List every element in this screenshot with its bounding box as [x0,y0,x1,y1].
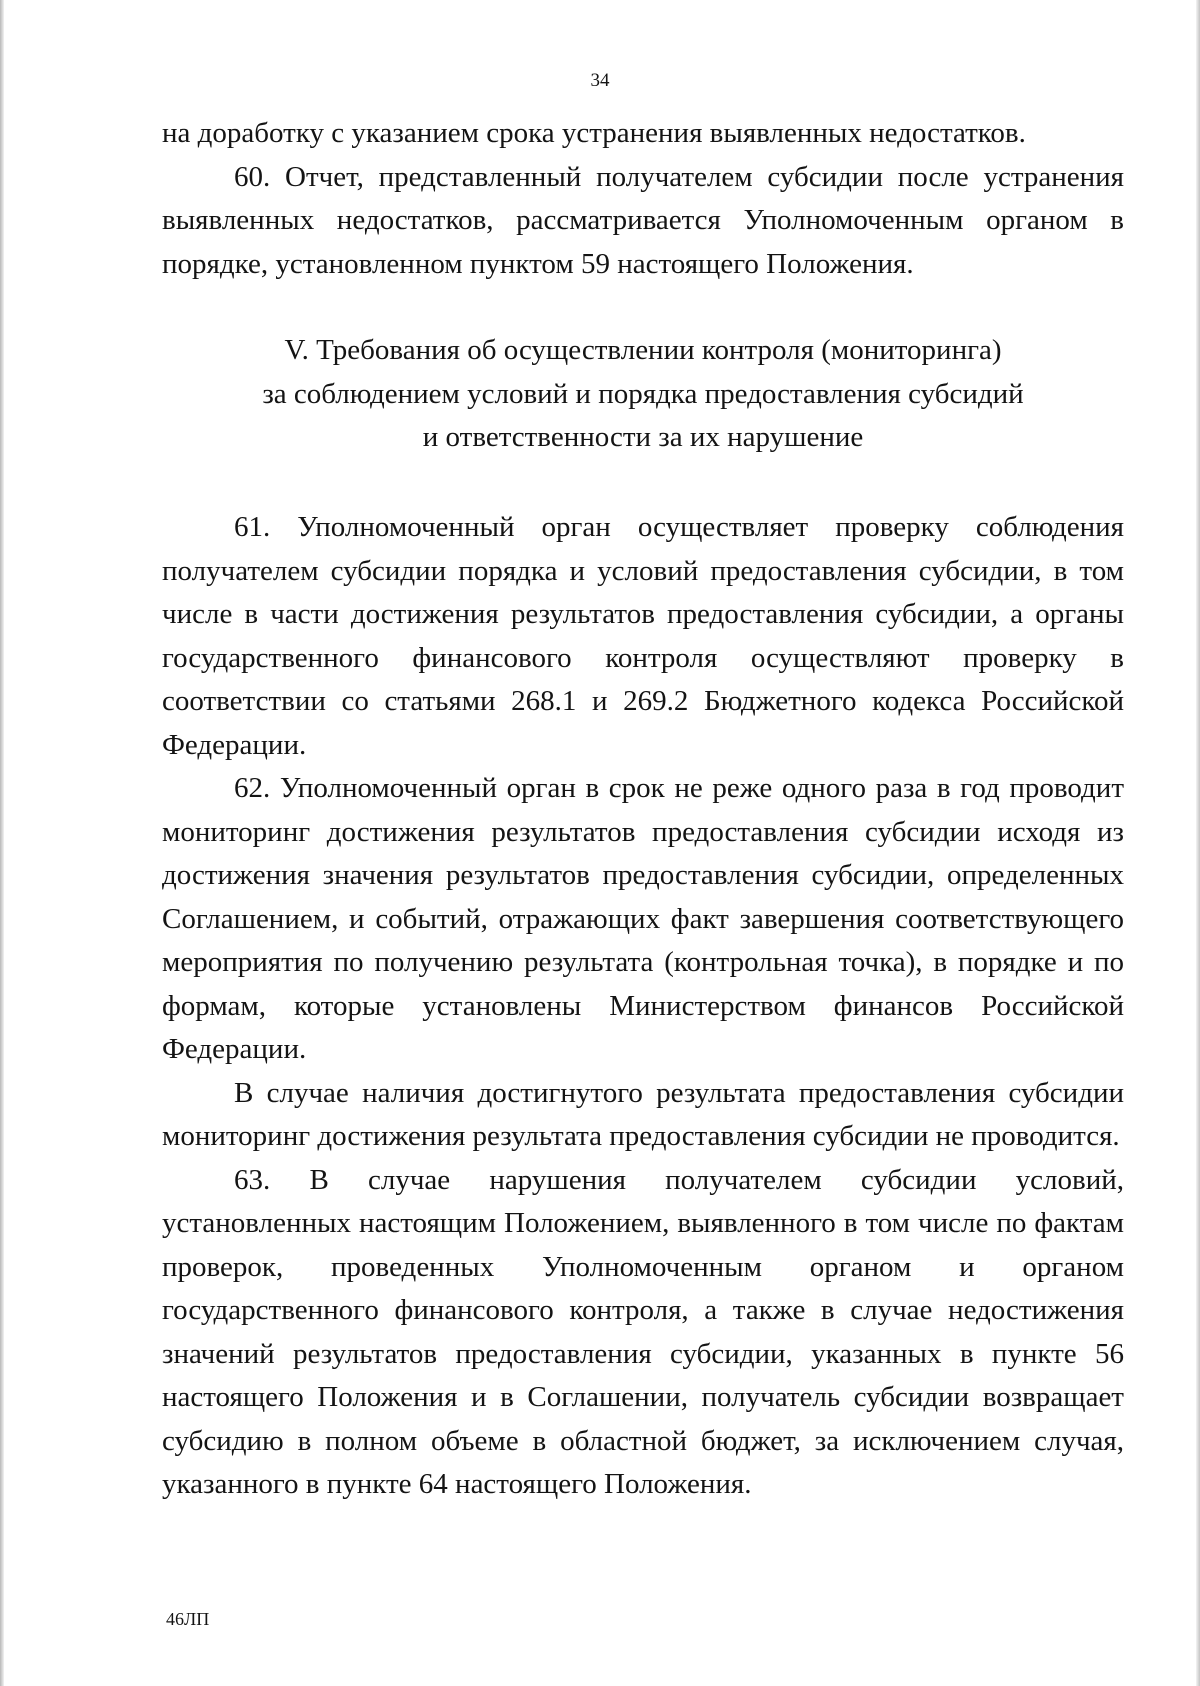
document-code: 46ЛП [166,1609,210,1629]
paragraph-63: 63. В случае нарушения получателем субсидии условий, установленных настоящим Положением, выявленного в том числе по фактам проверок, проведенных Уполномоченным органом и органом государственного финансового контроля, а также в случае недостижения значений результатов предоставления субсидии, указанных в пункте 56 настоящего Положения и в Соглашении, получатель субсидии возвращает субсидию в полном объеме в областной бюджет, за исключением случая, указанного в пункте 64 настоящего Положения. [162,1163,1124,1500]
scan-edge-left [0,0,4,1686]
continuation-paragraph: на доработку с указанием срока устранения выявленных недостатков. [162,117,1026,149]
paragraph-62: 62. Уполномоченный орган в срок не реже одного раза в год проводит мониторинг достижения результатов предоставления субсидии исходя из достижения значения результатов предоставления субсидии, определенных Соглашением, и событий, отражающих факт завершения соответствующего мероприятия по получению результата (контрольная точка), в порядке и по формам, которые установлены Министерством финансов Российской Федерации. [162,772,1124,1065]
section-heading-line-3: и ответственности за их нарушение [422,421,864,453]
paragraph-62-note: В случае наличия достигнутого результата предоставления субсидии мониторинг достижения результата предоставления субсидии не проводится. [162,1076,1124,1152]
paragraph-60: 60. Отчет, представленный получателем субсидии после устранения выявленных недостатков, рассматривается Уполномоченным органом в порядке, установленном пунктом 59 настоящего Положения. [162,160,1124,280]
paragraph-61: 61. Уполномоченный орган осуществляет проверку соблюдения получателем субсидии порядка и условий предоставления субсидии, в том числе в части достижения результатов предоставления субсидии, а органы государственного финансового контроля осуществляют проверку в соответствии со статьями 268.1 и 269.2 Бюджетного кодекса Российской Федерации. [162,511,1124,761]
section-heading [162,329,1124,460]
body-text-block [162,506,1124,1507]
scan-edge-right [1196,0,1200,1686]
page-number: 34 [590,70,610,91]
top-text-block [162,112,1124,286]
section-heading-line-1: V. Требования об осуществлении контроля (мониторинга) [284,334,1002,366]
section-heading-line-2: за соблюдением условий и порядка предоставления субсидий [262,377,1024,410]
